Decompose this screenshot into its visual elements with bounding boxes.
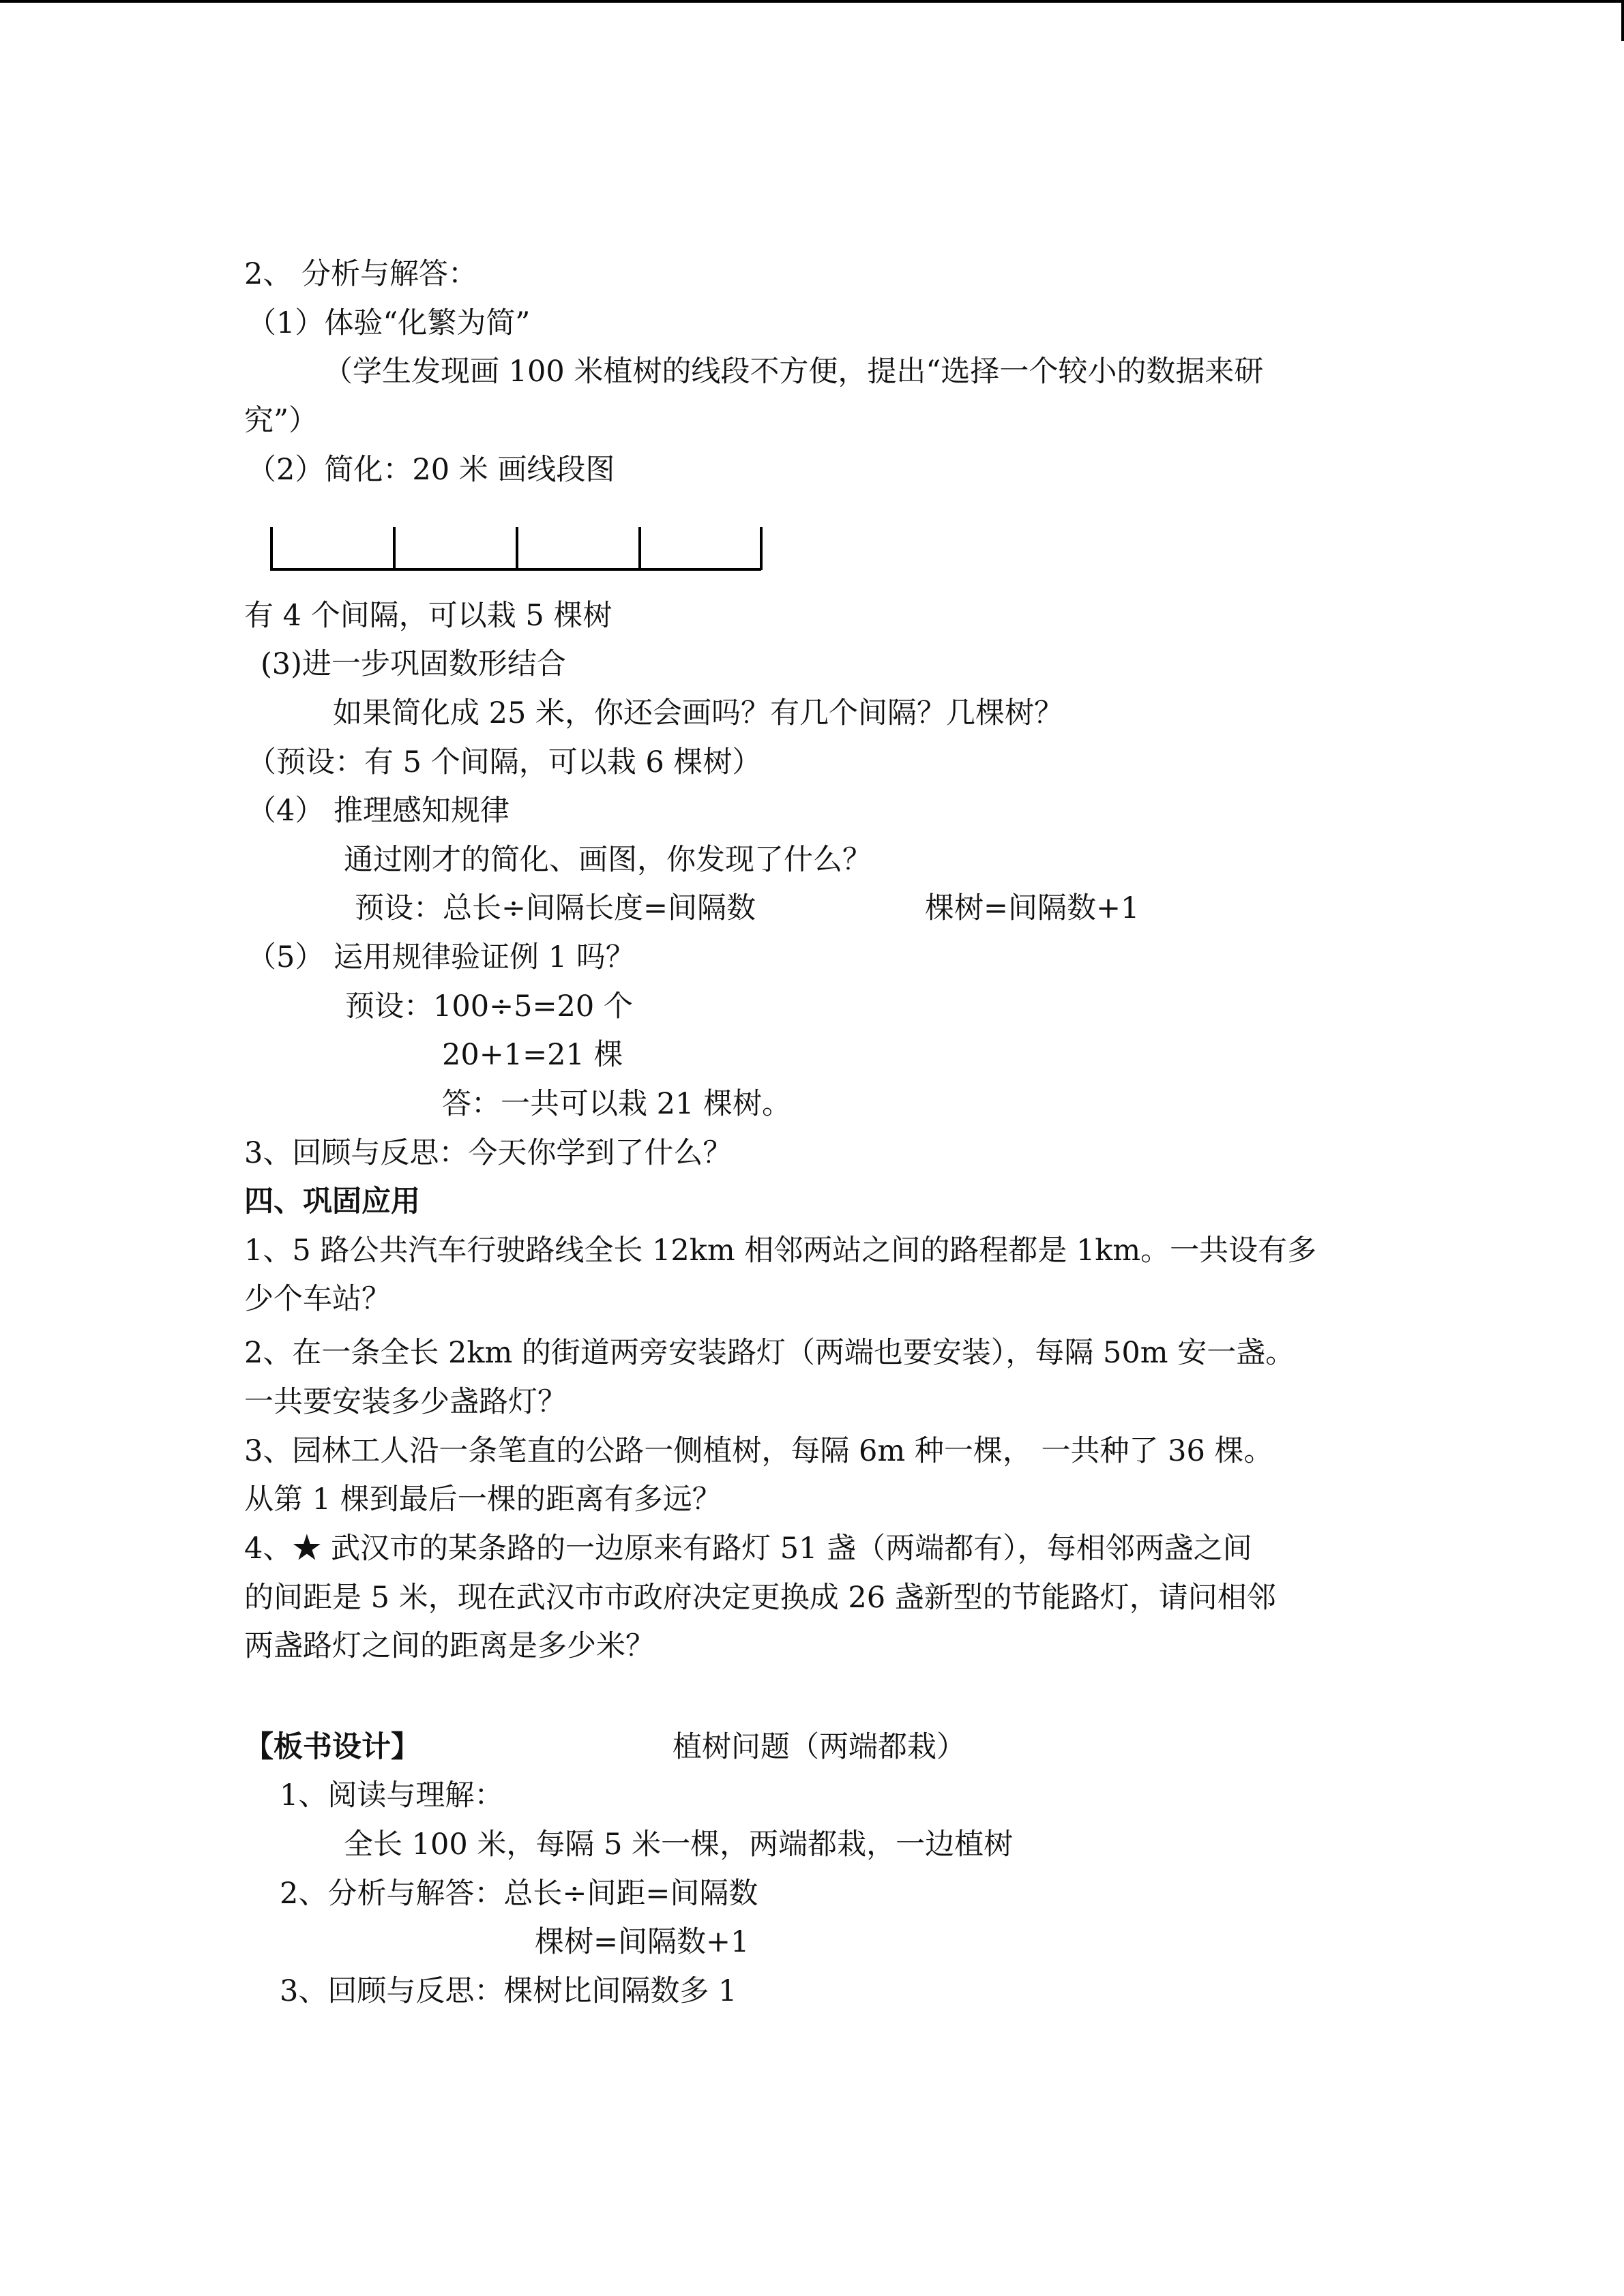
exercise-4-line1: 4、★ 武汉市的某条路的一边原来有路灯 51 盏（两端都有），每相邻两盏之间 bbox=[244, 1532, 1252, 1566]
board-design-title: 植树问题（两端都栽） bbox=[673, 1730, 966, 1764]
board-item-2-formula: 棵树=间隔数+1 bbox=[535, 1925, 750, 1959]
exercise-1-line2: 少个车站？ bbox=[244, 1282, 391, 1316]
segment-tick bbox=[270, 527, 273, 570]
exercise-2-line1: 2、在一条全长 2km 的街道两旁安装路灯（两端也要安装），每隔 50m 安一盏。 bbox=[244, 1336, 1295, 1370]
segment-tick bbox=[760, 527, 763, 570]
board-item-1-text: 全长 100 米，每隔 5 米一棵，两端都栽，一边植树 bbox=[344, 1828, 1014, 1862]
exercise-4-line2: 的间距是 5 米，现在武汉市市政府决定更换成 26 盏新型的节能路灯，请问相邻 bbox=[244, 1581, 1276, 1615]
exercise-1-line1: 1、5 路公共汽车行驶路线全长 12km 相邻两站之间的路程都是 1km。一共设有多 bbox=[244, 1234, 1317, 1268]
exercise-2-line2: 一共要安装多少盏路灯？ bbox=[244, 1385, 567, 1419]
segment-baseline bbox=[270, 568, 761, 571]
segment-tick bbox=[638, 527, 641, 570]
step-3-title: (3)进一步巩固数形结合 bbox=[261, 647, 566, 681]
page-right-border bbox=[1621, 0, 1624, 41]
step-4-question: 通过刚才的简化、画图，你发现了什么？ bbox=[344, 843, 872, 877]
step-4-title: （4） 推理感知规律 bbox=[247, 794, 510, 828]
step-2-title: （2）简化：20 米 画线段图 bbox=[247, 453, 615, 487]
step-3-preset: （预设：有 5 个间隔，可以栽 6 棵树） bbox=[247, 745, 762, 779]
step-2-result: 有 4 个间隔，可以栽 5 棵树 bbox=[244, 599, 612, 633]
board-item-3: 3、回顾与反思：棵树比间隔数多 1 bbox=[280, 1974, 737, 2008]
segment-tick bbox=[393, 527, 396, 570]
step-1-title: （1）体验“化繁为简” bbox=[247, 306, 531, 340]
board-design-heading: 【板书设计】 bbox=[244, 1730, 420, 1764]
board-item-2: 2、分析与解答：总长÷间距=间隔数 bbox=[280, 1877, 758, 1911]
board-item-1: 1、阅读与理解： bbox=[280, 1778, 504, 1813]
step-1-text-line2: 究”） bbox=[244, 404, 318, 438]
step-4-preset-formula: 预设：总长÷间隔长度=间隔数 bbox=[355, 891, 756, 925]
section-3-review: 3、回顾与反思：今天你学到了什么？ bbox=[244, 1136, 733, 1170]
page-top-border bbox=[0, 0, 1624, 3]
step-4-preset-formula-2: 棵树=间隔数+1 bbox=[925, 891, 1140, 925]
step-5-calc-1: 预设：100÷5=20 个 bbox=[345, 989, 633, 1024]
exercise-4-line3: 两盏路灯之间的距离是多少米？ bbox=[244, 1629, 655, 1663]
step-5-answer: 答：一共可以栽 21 棵树。 bbox=[442, 1087, 792, 1121]
exercise-3-line2: 从第 1 棵到最后一棵的距离有多远？ bbox=[244, 1482, 722, 1517]
section-4-heading: 四、巩固应用 bbox=[244, 1184, 420, 1219]
exercise-3-line1: 3、园林工人沿一条笔直的公路一侧植树，每隔 6m 种一棵， 一共种了 36 棵。 bbox=[244, 1434, 1273, 1468]
step-1-text-line1: （学生发现画 100 米植树的线段不方便，提出“选择一个较小的数据来研 bbox=[323, 355, 1264, 389]
step-5-title: （5） 运用规律验证例 1 吗？ bbox=[247, 940, 635, 974]
segment-tick bbox=[516, 527, 518, 570]
step-3-question: 如果简化成 25 米，你还会画吗？有几个间隔？几棵树？ bbox=[333, 696, 1064, 730]
step-5-calc-2: 20+1=21 棵 bbox=[442, 1038, 623, 1072]
section-2-heading: 2、 分析与解答： bbox=[244, 257, 478, 291]
